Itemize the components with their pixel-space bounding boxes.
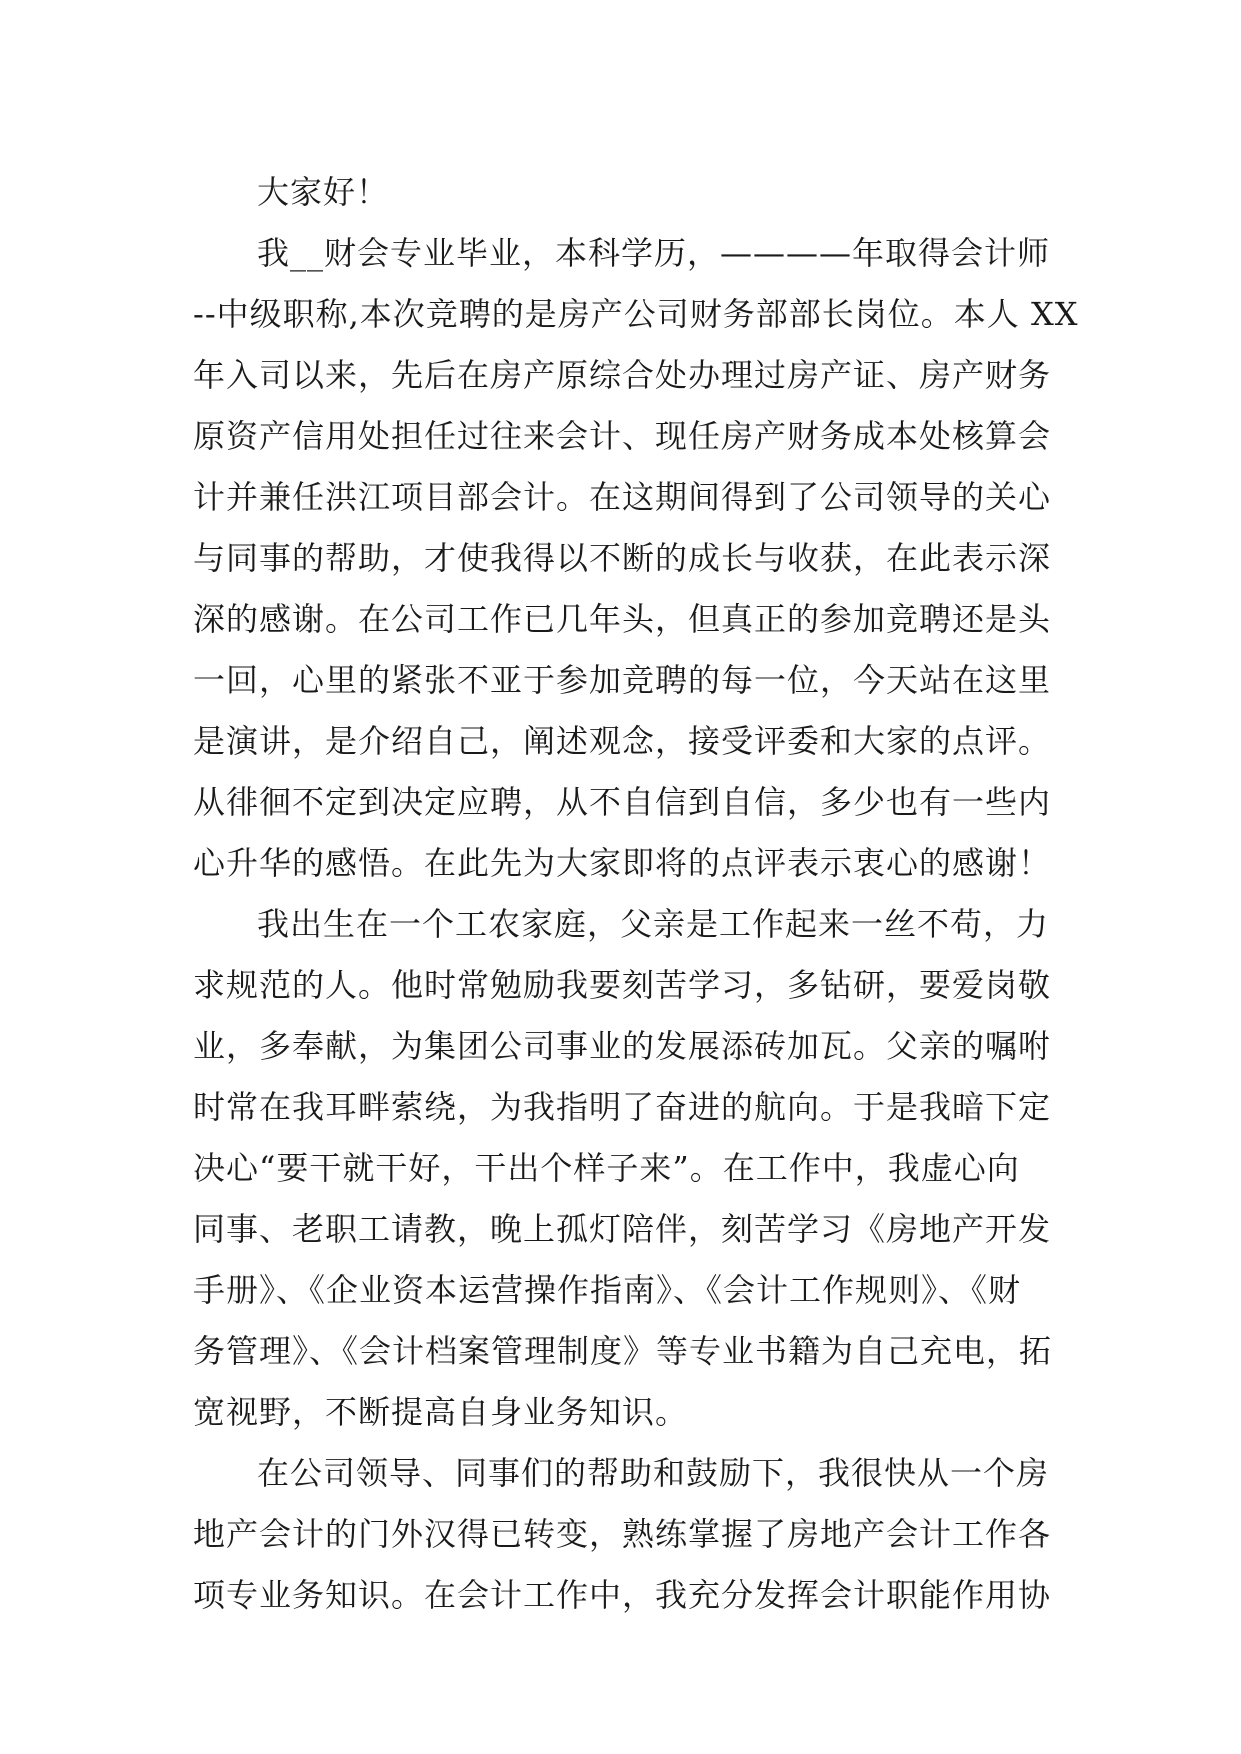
paragraph-background bbox=[193, 894, 1063, 1443]
text-line: 手册》、《企业资本运营操作指南》、《会计工作规则》、《财 bbox=[193, 1271, 1022, 1309]
text-line: 原资产信用处担任过往来会计、现任房产财务成本处核算会 bbox=[193, 417, 1052, 455]
text-line: 同事、老职工请教，晚上孤灯陪伴，刻苦学习《房地产开发 bbox=[193, 1210, 1052, 1248]
text-line: 是演讲，是介绍自己，阐述观念，接受评委和大家的点评。 bbox=[193, 722, 1052, 760]
text-line: 宽视野，不断提高自身业务知识。 bbox=[193, 1393, 689, 1431]
text-line: 心升华的感悟。在此先为大家即将的点评表示衷心的感谢！ bbox=[193, 844, 1052, 882]
text-line: 业，多奉献，为集团公司事业的发展添砖加瓦。父亲的嘱咐 bbox=[193, 1027, 1052, 1065]
text-line: 在公司领导、同事们的帮助和鼓励下，我很快从一个房 bbox=[257, 1454, 1050, 1492]
text-line: 项专业务知识。在会计工作中，我充分发挥会计职能作用协 bbox=[193, 1576, 1052, 1614]
text-line: 年入司以来，先后在房产原综合处办理过房产证、房产财务 bbox=[193, 356, 1052, 394]
text-line: 深的感谢。在公司工作已几年头，但真正的参加竞聘还是头 bbox=[193, 600, 1052, 638]
text-line: 从徘徊不定到决定应聘，从不自信到自信，多少也有一些内 bbox=[193, 783, 1052, 821]
text-line: 求规范的人。他时常勉励我要刻苦学习，多钻研，要爱岗敬 bbox=[193, 966, 1052, 1004]
greeting-line: 大家好！ bbox=[257, 173, 390, 211]
paragraph-growth bbox=[193, 1443, 1063, 1626]
text-line: 时常在我耳畔萦绕，为我指明了奋进的航向。于是我暗下定 bbox=[193, 1088, 1052, 1126]
paragraph-intro bbox=[193, 223, 1079, 894]
text-line: 务管理》、《会计档案管理制度》等专业书籍为自己充电，拓 bbox=[193, 1332, 1053, 1370]
text-line: --中级职称,本次竞聘的是房产公司财务部部长岗位。本人 XX bbox=[193, 295, 1079, 333]
text-line: 地产会计的门外汉得已转变，熟练掌握了房地产会计工作各 bbox=[193, 1515, 1052, 1553]
text-line: 我出生在一个工农家庭，父亲是工作起来一丝不苟，力 bbox=[257, 905, 1050, 943]
text-line: 决心“要干就干好，干出个样子来”。在工作中，我虚心向 bbox=[193, 1149, 1020, 1187]
text-line: 计并兼任洪江项目部会计。在这期间得到了公司领导的关心 bbox=[193, 478, 1052, 516]
text-line: 一回，心里的紧张不亚于参加竞聘的每一位，今天站在这里 bbox=[193, 661, 1052, 699]
text-line: 我__财会专业毕业，本科学历，————年取得会计师 bbox=[257, 234, 1051, 272]
text-line: 与同事的帮助，才使我得以不断的成长与收获，在此表示深 bbox=[193, 539, 1052, 577]
document-body bbox=[193, 162, 1079, 1626]
